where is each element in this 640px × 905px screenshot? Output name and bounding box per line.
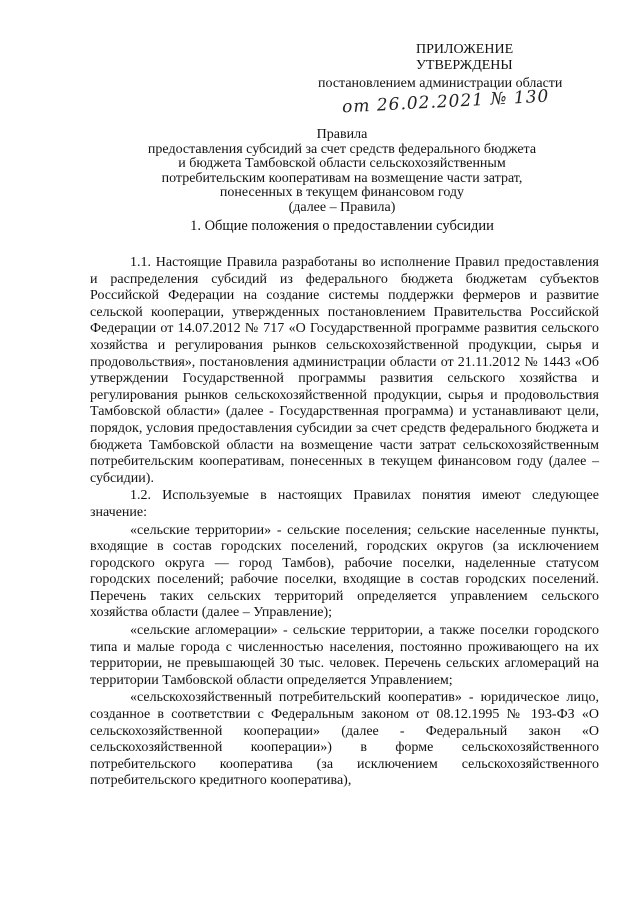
title-line: понесенных в текущем финансовом году — [219, 185, 465, 200]
resolution-label: постановлением администрации области — [318, 76, 563, 91]
title-line: Правила — [316, 127, 368, 142]
approved-label: УТВЕРЖДЕНЫ — [416, 58, 513, 73]
title-line: предоставления субсидий за счет средств федерального бюджета — [147, 141, 537, 157]
paragraph: «сельские агломерации» - сельские территории, а также поселки городского типа и малые города с численностью населения, постоянно проживающего на их территории, не превышающей 30 тыс. человек. Перечень сельских агломераций на территории Тамбовской области определяется Управлением; — [90, 623, 599, 688]
paragraph: 1.2. Используемые в настоящих Правилах понятия имеют следующее значение: — [90, 488, 599, 520]
paragraph: 1.1. Настоящие Правила разработаны во исполнение Правил предоставления и распределения субсидий из федерального бюджета бюджетам субъектов Российской Федерации на создание системы поддержки фермеров и развитие сельской кооперации, утвержденных постановлением Правительства Российской Федерации от 14.07.2012 № 717 «О Государственной программе развития сельского хозяйства и регулирования рынков сельскохозяйственной продукции, сырья и продовольствия», постановления администрации области от 21.11.2012 № 1443 «Об утверждении Государственной программы развития сельского хозяйства и регулирования рынков сельскохозяйственной продукции, сырья и продовольствия Тамбовской области» (далее - Государственная программа) и устанавливают цели, порядок, условия предоставления субсидии за счет средств федерального бюджета и бюджета Тамбовской области на возмещение части затрат сельскохозяйственным потребительским кооперативам, понесенных в текущем финансовом году (далее – субсидии). — [90, 255, 599, 486]
section-heading: 1. Общие положения о предоставлении субсидии — [190, 218, 494, 234]
rules-title — [90, 128, 594, 215]
document-body — [90, 255, 599, 790]
title-line: потребительским кооперативам на возмещение части затрат, — [161, 170, 523, 186]
paragraph: «сельскохозяйственный потребительский кооператив» - юридическое лицо, созданное в соответствии с Федеральным законом от 08.12.1995 № 193-ФЗ «О сельскохозяйственной кооперации» (далее - Федеральный закон «О сельскохозяйственной кооперации») в форме сельскохозяйственного потребительского кооператива (за исключением сельскохозяйственного потребительского кредитного кооператива), — [90, 690, 599, 789]
paragraph: «сельские территории» - сельские поселения; сельские населенные пункты, входящие в состав городских поселений, городских округов (за исключением городского округа — город Тамбов), рабочие поселки, наделенные статусом городских поселений; рабочие поселки, входящие в состав городских поселений. Перечень таких сельских территорий определяется управлением сельского хозяйства области (далее – Управление); — [90, 522, 599, 621]
title-line: (далее – Правила) — [288, 199, 396, 215]
title-line: и бюджета Тамбовской области сельскохозяйственным — [178, 156, 506, 171]
handwritten-date-number: от 26.02.2021 № 130 — [341, 86, 550, 118]
appendix-label: ПРИЛОЖЕНИЕ — [416, 42, 514, 57]
approval-block — [318, 42, 618, 92]
